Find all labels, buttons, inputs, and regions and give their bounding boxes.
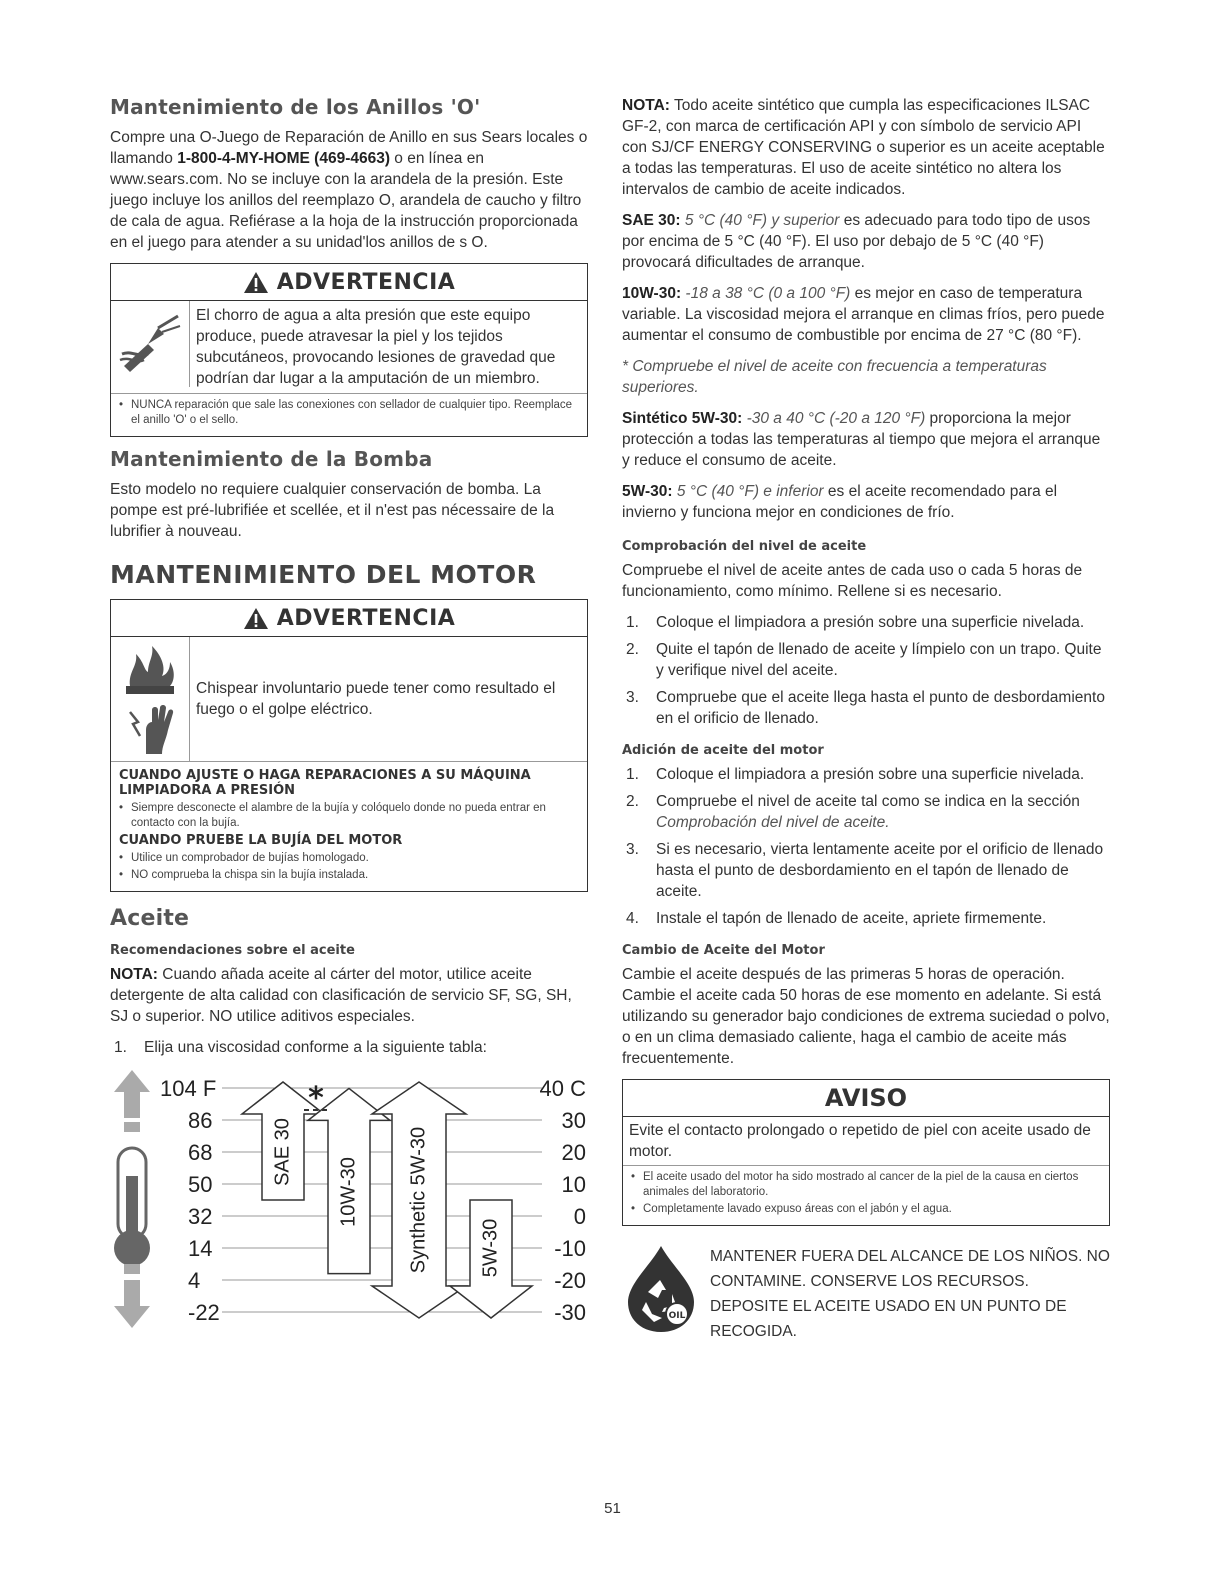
warning-heading-spark: CUANDO PRUEBE LA BUJÍA DEL MOTOR (119, 833, 403, 848)
viscosity-band-label: 10W-30 (337, 1157, 360, 1227)
list-item: 2. Quite el tapón de llenado de aceite y límpielo con un trapo. Quite y verifique nivel del aceite. (626, 641, 1102, 679)
o-rings-title: Mantenimiento de los Anillos 'O' (110, 95, 481, 119)
check-oil-steps (622, 612, 1110, 729)
recycle-notice (622, 1244, 1110, 1344)
notice-bullet: • El aceite usado del motor ha sido mostrado al cancer de la piel de la causa en ciertos animales del laboratorio. (631, 1170, 1101, 1200)
10w30-text: 10W-30: -18 a 38 °C (0 a 100 °F) es mejor en caso de temperatura variable. La viscosidad mejora el arranque en climas fríos, pero puede aumentar el consumo de combustible por encima de 27 °C (80 °F). (622, 285, 1105, 344)
celsius-label: 30 (561, 1108, 586, 1133)
list-item: 1. Coloque el limpiadora a presión sobre una superficie nivelada. (626, 766, 1085, 783)
warning-heading-adjust: CUANDO AJUSTE O HAGA REPARACIONES A SU MÁQUINA LIMPIADORA A PRESIÓN (119, 768, 531, 798)
notice-bullet: • Completamente lavado expuso áreas con el jabón y el agua. (631, 1202, 1101, 1217)
list-item: 4. Instale el tapón de llenado de aceite, apriete firmemente. (626, 910, 1047, 927)
celsius-label: 0 (573, 1204, 586, 1229)
pump-title: Mantenimiento de la Bomba (110, 447, 433, 471)
celsius-label: 20 (561, 1140, 586, 1165)
list-item: 2. Compruebe el nivel de aceite tal como se indica en la sección Comprobación del nivel de aceite. (626, 793, 1080, 831)
electric-shock-icon (122, 696, 178, 756)
oil-change-title: Cambio de Aceite del Motor (622, 943, 825, 958)
oil-title: Aceite (110, 906, 190, 931)
celsius-label: 10 (561, 1172, 586, 1197)
fahrenheit-label: 104 F (160, 1076, 217, 1101)
oil-steps (110, 1037, 588, 1058)
oil-badge-label: OIL (668, 1311, 686, 1321)
high-pressure-spray-icon (118, 314, 182, 374)
warning-triangle-icon (243, 271, 269, 294)
warning-bullet: • Utilice un comprobador de bujías homologado. (119, 851, 579, 866)
oil-recycle-icon (622, 1244, 700, 1334)
add-oil-steps (622, 764, 1110, 929)
celsius-label: -10 (554, 1236, 586, 1261)
viscosity-band-label: Synthetic 5W-30 (407, 1126, 430, 1274)
synthetic-note: NOTA: Todo aceite sintético que cumpla las especificaciones ILSAC GF-2, con marca de certificación API y con símbolo de servicio API con SJ/CF ENERGY CONSERVING o superior es un aceite aceptable a todas las temperaturas. El uso de aceite sintético no altera los intervalos de cambio de aceite indicados. (622, 97, 1105, 198)
fahrenheit-label: 32 (188, 1204, 213, 1229)
engine-maintenance-title: MANTENIMIENTO DEL MOTOR (110, 560, 537, 589)
oil-recommendations-title: Recomendaciones sobre el aceite (110, 943, 355, 958)
fahrenheit-label: 50 (188, 1172, 213, 1197)
warning-bullet: • Siempre desconecte el alambre de la bujía y colóquelo donde no pueda entrar en contacto con la bujía. (119, 801, 579, 831)
warning-text: El chorro de agua a alta presión que este equipo produce, puede atravesar la piel y los tejidos subcutáneos, provocando lesiones de gravedad que podrían dar lugar a la amputación de un miembro. (196, 307, 556, 387)
synthetic-5w30-text: Sintético 5W-30: -30 a 40 °C (-20 a 120 °F) proporciona la mejor protección a todas las temperaturas al tiempo que mejora el arranque y reduce el consumo de aceite. (622, 410, 1101, 469)
pump-text: Esto modelo no requiere cualquier conservación de bomba. La pompe est pré-lubrifiée et scellée, et il n'est pas nécessaire de la lubrifier à nouveau. (110, 481, 555, 540)
viscosity-band-label: SAE 30 (271, 1118, 294, 1186)
warning-bullet: • NO comprueba la chispa sin la bujía instalada. (119, 868, 579, 883)
left-column (110, 95, 588, 1346)
o-rings-text: Compre una O-Juego de Reparación de Anillo en sus Sears locales o llamando 1-800-4-MY-HOME (469-4663) o en línea en www.sears.com. No se incluye con la arandela de la presión. Este juego incluye los anillos del reemplazo O, arandela de caucho y filtro de cala de agua. Refiérase a la hoja de la instrucción proporcionada en el juego para atender a su unidad'los anillos de s O. (110, 129, 588, 251)
list-item: 1. Coloque el limpiadora a presión sobre una superficie nivelada. (626, 614, 1085, 631)
fahrenheit-label: 68 (188, 1140, 213, 1165)
warning-triangle-icon (243, 607, 269, 630)
right-column (622, 95, 1110, 1344)
notice-title: AVISO (623, 1080, 1109, 1117)
celsius-label: 40 C (539, 1076, 586, 1101)
viscosity-chart-svg (110, 1066, 588, 1346)
oil-note: NOTA: Cuando añada aceite al cárter del motor, utilice aceite detergente de alta calidad con clasificación de servicio SF, SG, SH, SJ o superior. NO utilice aditivos especiales. (110, 966, 572, 1025)
list-item: 3. Si es necesario, vierta lentamente aceite por el orificio de llenado hasta el punto de desbordamiento en el tapón de llenado de aceite. (626, 841, 1104, 900)
fire-icon (122, 642, 178, 696)
warning-title: ADVERTENCIA (276, 606, 456, 631)
viscosity-band-label: 5W-30 (479, 1218, 502, 1278)
viscosity-chart (110, 1066, 588, 1346)
celsius-label: -20 (554, 1268, 586, 1293)
celsius-label: -30 (554, 1300, 586, 1325)
fahrenheit-label: 14 (188, 1236, 213, 1261)
list-item: 1. Elija una viscosidad conforme a la siguiente tabla: (114, 1039, 487, 1056)
asterisk-mark: * (308, 1081, 324, 1116)
fahrenheit-label: 86 (188, 1108, 213, 1133)
warning-box-spark (110, 599, 588, 892)
check-oil-text: Compruebe el nivel de aceite antes de cada uso o cada 5 horas de funcionamiento, como mínimo. Rellene si es necesario. (622, 562, 1083, 600)
warning-bullet: • NUNCA reparación que sale las conexiones con sellador de cualquier tipo. Reemplace el anillo 'O' o el sello. (119, 398, 579, 428)
oil-change-text: Cambie el aceite después de las primeras 5 horas de operación. Cambie el aceite cada 50 horas de ese momento en adelante. Si está utilizando su generador bajo condiciones de extrema suciedad o polvo, o en un clima demasiado caliente, haga el cambio de aceite más frecuentemente. (622, 966, 1110, 1067)
sae30-text: SAE 30: 5 °C (40 °F) y superior es adecuado para todo tipo de usos por encima de 5 °C (40 °F). El uso por debajo de 5 °C (40 °F) provocará dificultades de arranque. (622, 212, 1091, 271)
warning-box-pressure (110, 263, 588, 437)
phone-number: 1-800-4-MY-HOME (469-4663) (177, 150, 390, 167)
warning-title: ADVERTENCIA (276, 270, 456, 295)
list-item: 3. Compruebe que el aceite llega hasta el punto de desbordamiento en el orificio de llenado. (626, 689, 1105, 727)
star-note: * Compruebe el nivel de aceite con frecuencia a temperaturas superiores. (622, 358, 1047, 396)
fahrenheit-label: -22 (188, 1300, 220, 1325)
add-oil-title: Adición de aceite del motor (622, 743, 824, 758)
recycle-text: MANTENER FUERA DEL ALCANCE DE LOS NIÑOS. NO CONTAMINE. CONSERVE LOS RECURSOS. DEPOSITE EL ACEITE USADO EN UN PUNTO DE RECOGIDA. (710, 1248, 1110, 1340)
warning-text: Chispear involuntario puede tener como resultado el fuego o el golpe eléctrico. (196, 680, 556, 718)
check-oil-title: Comprobación del nivel de aceite (622, 539, 867, 554)
thermometer-icon (114, 1070, 150, 1328)
notice-box (622, 1079, 1110, 1226)
fahrenheit-label: 4 (188, 1268, 201, 1293)
5w30-text: 5W-30: 5 °C (40 °F) e inferior es el aceite recomendado para el invierno y funciona mejor en condiciones de frío. (622, 483, 1058, 521)
notice-text: Evite el contacto prolongado o repetido de piel con aceite usado de motor. (623, 1117, 1109, 1166)
page-number: 51 (604, 1500, 621, 1517)
